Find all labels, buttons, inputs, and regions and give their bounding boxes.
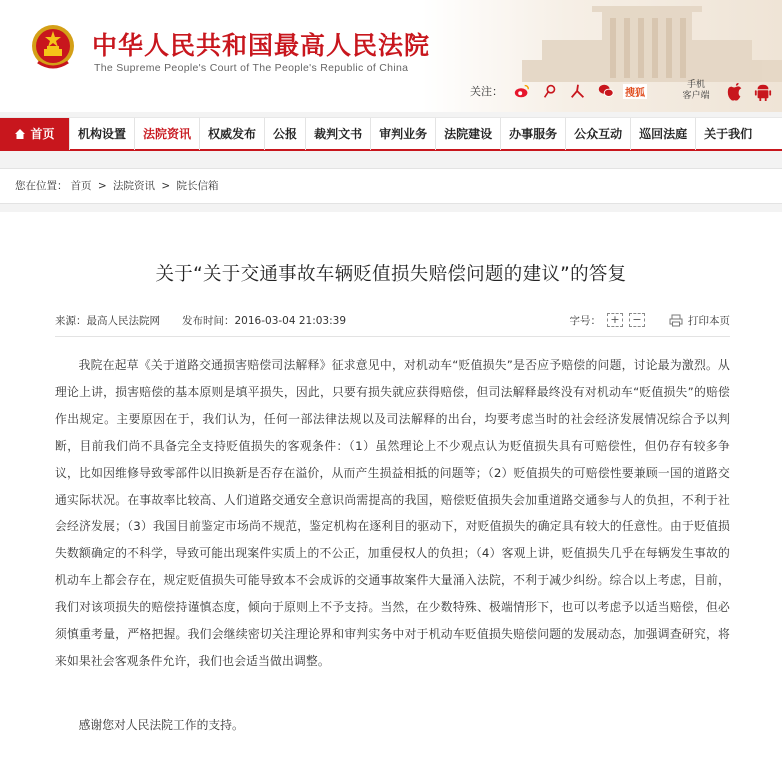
tencent-weibo-icon[interactable] <box>539 80 561 102</box>
site-subtitle: The Supreme People's Court of The People's Republic of China <box>94 62 409 74</box>
nav-public-interaction[interactable]: 公众互动 <box>566 118 631 150</box>
article-meta <box>55 310 730 330</box>
wechat-icon[interactable] <box>595 80 617 102</box>
breadcrumb-president-mailbox[interactable]: 院长信箱 <box>176 180 219 192</box>
site-title: 中华人民共和国最高人民法院 <box>92 31 431 60</box>
nav-about-us[interactable]: 关于我们 <box>704 127 753 141</box>
site-header <box>0 0 782 112</box>
people-daily-icon[interactable] <box>567 80 589 102</box>
android-icon[interactable] <box>752 80 774 104</box>
nav-trial-business[interactable]: 审判业务 <box>371 118 436 150</box>
article-container <box>0 212 782 764</box>
breadcrumb-separator: > <box>97 180 107 192</box>
apple-icon[interactable] <box>724 80 746 104</box>
main-navigation <box>0 117 782 151</box>
breadcrumb-court-news[interactable]: 法院资讯 <box>113 180 155 192</box>
print-label: 打印本页 <box>688 314 730 327</box>
nav-gazette[interactable]: 公报 <box>265 118 306 150</box>
article-source: 来源：最高人民法院网 <box>55 314 160 327</box>
home-icon <box>14 128 26 140</box>
nav-home-label: 首页 <box>30 127 55 141</box>
article-body: 我院在起草《关于道路交通损害赔偿司法解释》征求意见中，对机动车“贬值损失”是否应予赔偿的问题，讨论最为激烈。从理论上讲，损害赔偿的基本原则是填平损失，因此，只要有损失就应获得赔偿，但司法解释最终没有对机动车“贬值损失”的赔偿作出规定。主要原因在于，我们认为，任何一部法律法规以及司法解释的出台，均要考虑当时的社会经济发展情况综合予以判断，目前我们尚不具备完全支持贬值损失的客观条件：（1）虽然理论上不少观点认为贬值损失具有可赔偿性，但仍存有较多争议，比如因维修导致零部件以旧换新是否存在溢价，从而产生损益相抵的问题等；（2）贬值损失的可赔偿性要兼顾一国的道路交通实际状况。在事故率比较高、人们道路交通安全意识尚需提高的我国，赔偿贬值损失会加重道路交通参与人的负担，不利于社会经济发展；（3）我国目前鉴定市场尚不规范，鉴定机构在逐利目的驱动下，对贬值损失的确定具有较大的任意性。由于贬值损失数额确定的不科学，导致可能出现案件实质上的不公正，加重侵权人的负担；（4）客观上讲，贬值损失几乎在每辆发生事故的机动车上都会存在，规定贬值损失可能导致本不会成诉的交通事故案件大量涌入法院，不利于减少纠纷。综合以上考虑，目前，我们对该项损失的赔偿持谨慎态度，倾向于原则上不予支持。当然，在少数特殊、极端情形下，也可以考虑予以适当赔偿，但必须慎重考量，严格把握。我们会继续密切关注理论界和审判实务中对于机动车贬值损失赔偿问题的发展动态，加强调查研究，将来如果社会客观条件允许，我们也会适当做出调整。 <box>55 358 730 668</box>
article-publish-time: 发布时间：2016-03-04 21:03:39 <box>182 314 347 327</box>
national-emblem-icon <box>30 22 76 72</box>
nav-judgments[interactable]: 裁判文书 <box>306 118 371 150</box>
sohu-icon[interactable]: 搜狐 <box>623 84 647 99</box>
breadcrumb <box>0 168 782 204</box>
meta-divider <box>55 336 730 337</box>
breadcrumb-prefix: 您在位置： <box>15 180 68 192</box>
font-size-label: 字号： <box>569 314 601 327</box>
article-tools <box>570 313 731 328</box>
mobile-client-link[interactable] <box>680 80 712 102</box>
print-button[interactable] <box>669 313 730 328</box>
breadcrumb-separator: > <box>161 180 171 192</box>
mobile-label-line2: 客户端 <box>682 91 710 101</box>
nav-court-construction[interactable]: 法院建设 <box>436 118 501 150</box>
mobile-label-line1: 手机 <box>686 80 705 90</box>
nav-circuit-court[interactable]: 巡回法庭 <box>631 118 696 150</box>
social-follow-bar <box>470 78 647 104</box>
follow-label: 关注： <box>470 85 503 98</box>
article-title: 关于“关于交通事故车辆贬值损失赔偿问题的建议”的答复 <box>155 264 627 285</box>
nav-authoritative-release[interactable]: 权威发布 <box>200 118 265 150</box>
nav-court-news[interactable]: 法院资讯 <box>135 118 200 150</box>
breadcrumb-home[interactable]: 首页 <box>70 180 92 192</box>
nav-services[interactable]: 办事服务 <box>501 118 566 150</box>
article-closing: 感谢您对人民法院工作的支持。 <box>78 718 244 732</box>
nav-home[interactable] <box>0 118 70 150</box>
font-increase-button[interactable]: + <box>607 313 623 327</box>
nav-organization[interactable]: 机构设置 <box>70 118 135 150</box>
weibo-icon[interactable] <box>511 80 533 102</box>
printer-icon <box>669 314 683 327</box>
font-decrease-button[interactable]: − <box>629 313 645 327</box>
